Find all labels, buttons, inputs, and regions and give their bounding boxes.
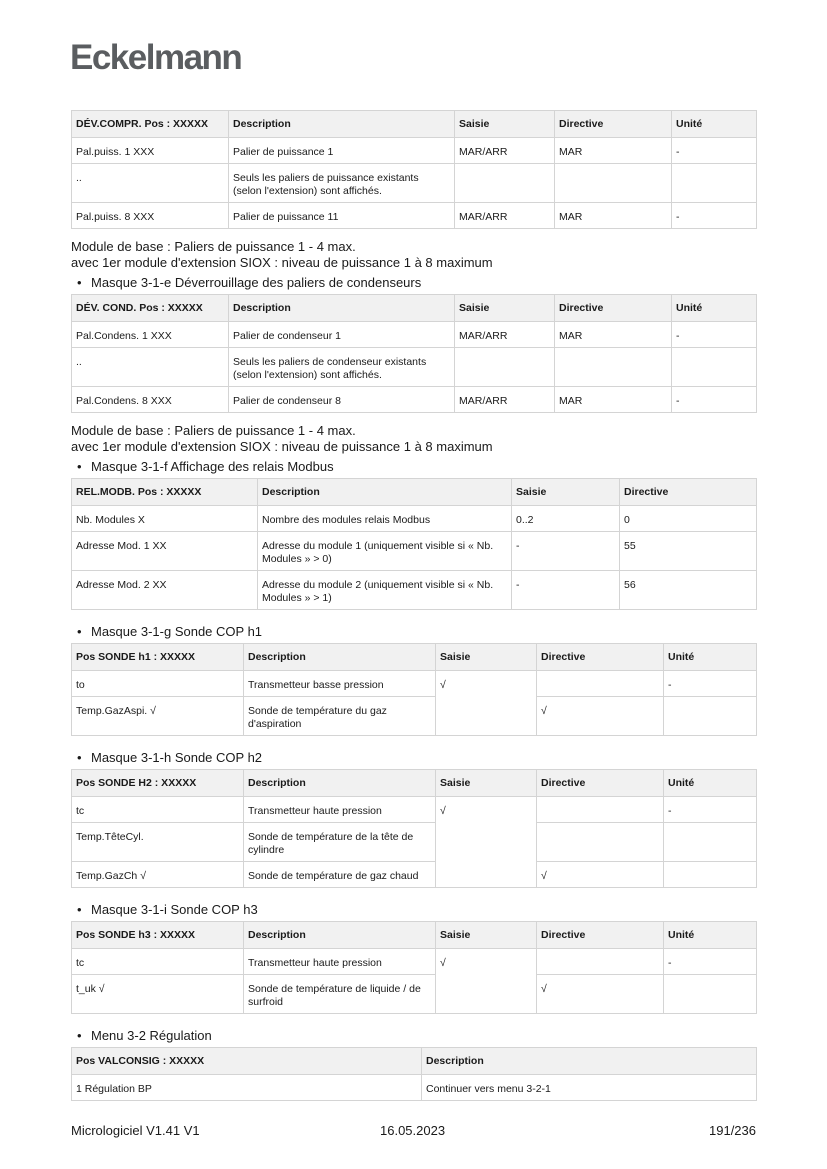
- table-row: [72, 164, 757, 203]
- section-heading: [77, 750, 756, 766]
- table-row: [72, 975, 757, 1014]
- cell: MAR/ARR: [455, 138, 555, 164]
- table-header: [72, 922, 757, 949]
- section-title: Masque 3-1-g Sonde COP h1: [91, 624, 263, 639]
- cell: Continuer vers menu 3-2-1: [422, 1075, 757, 1101]
- cell: Pal.puiss. 8 XXX: [72, 203, 229, 229]
- cell: [537, 949, 664, 975]
- cell: [555, 348, 672, 387]
- header-cell: Saisie: [455, 295, 555, 322]
- header-cell: DÉV. COND. Pos : XXXXX: [72, 295, 229, 322]
- cell: Sonde de température de liquide / de surfroid: [244, 975, 436, 1014]
- cell: [436, 975, 537, 1014]
- note-line: avec 1er module d'extension SIOX : niveau de puissance 1 à 8 maximum: [71, 439, 493, 454]
- cell: Palier de puissance 1: [229, 138, 455, 164]
- table-header: [72, 1048, 757, 1075]
- table-row: [72, 532, 757, 571]
- table-header: [72, 111, 757, 138]
- note-paragraph: [71, 239, 756, 271]
- cell: √: [436, 671, 537, 697]
- cell: √: [436, 797, 537, 823]
- cell: Nombre des modules relais Modbus: [258, 506, 512, 532]
- cell: Pal.Condens. 1 XXX: [72, 322, 229, 348]
- table-rel-modb: [71, 478, 757, 610]
- table-dev-compr: [71, 110, 757, 229]
- table-row: [72, 671, 757, 697]
- table-header: [72, 295, 757, 322]
- table-dev-cond: [71, 294, 757, 413]
- cell: Pal.puiss. 1 XXX: [72, 138, 229, 164]
- bullet-icon: •: [77, 750, 82, 765]
- cell: -: [512, 532, 620, 571]
- table-row: [72, 1075, 757, 1101]
- cell: Pal.Condens. 8 XXX: [72, 387, 229, 413]
- table-header: [72, 770, 757, 797]
- footer-page-number: 191/236: [709, 1123, 756, 1138]
- header-cell: Saisie: [455, 111, 555, 138]
- note-line: avec 1er module d'extension SIOX : niveau de puissance 1 à 8 maximum: [71, 255, 493, 270]
- table-header: [72, 644, 757, 671]
- cell: √: [436, 949, 537, 975]
- cell: Seuls les paliers de condenseur existants (selon l'extension) sont affichés.: [229, 348, 455, 387]
- table-row: [72, 697, 757, 736]
- cell: Nb. Modules X: [72, 506, 258, 532]
- header-cell: Pos SONDE H2 : XXXXX: [72, 770, 244, 797]
- cell: [537, 797, 664, 823]
- cell: 0: [620, 506, 757, 532]
- header-cell: Saisie: [436, 922, 537, 949]
- table-row: [72, 949, 757, 975]
- cell: Temp.GazAspi. √: [72, 697, 244, 736]
- cell: [664, 862, 757, 888]
- cell: Sonde de température du gaz d'aspiration: [244, 697, 436, 736]
- header-cell: Description: [229, 111, 455, 138]
- cell: MAR/ARR: [455, 387, 555, 413]
- cell: Palier de condenseur 1: [229, 322, 455, 348]
- cell: [455, 348, 555, 387]
- bullet-icon: •: [77, 459, 82, 474]
- cell: -: [672, 387, 757, 413]
- header-cell: Unité: [672, 111, 757, 138]
- table-valconsig: [71, 1047, 757, 1101]
- footer-date: 16.05.2023: [380, 1123, 446, 1138]
- header-cell: Pos VALCONSIG : XXXXX: [72, 1048, 422, 1075]
- section-heading: [77, 624, 756, 640]
- cell: √: [537, 697, 664, 736]
- table-sonde-h1: [71, 643, 757, 736]
- section-title: Masque 3-1-e Déverrouillage des paliers de condenseurs: [91, 275, 422, 290]
- cell: 56: [620, 571, 757, 610]
- header-cell: Unité: [664, 644, 757, 671]
- header-cell: Description: [229, 295, 455, 322]
- cell: 1 Régulation BP: [72, 1075, 422, 1101]
- cell: -: [664, 797, 757, 823]
- bullet-icon: •: [77, 902, 82, 917]
- cell: 55: [620, 532, 757, 571]
- cell: [537, 823, 664, 862]
- header-cell: Directive: [555, 295, 672, 322]
- cell: t_uk √: [72, 975, 244, 1014]
- cell: MAR: [555, 322, 672, 348]
- cell: ..: [72, 164, 229, 203]
- cell: MAR: [555, 138, 672, 164]
- cell: Adresse du module 1 (uniquement visible si « Nb. Modules » > 0): [258, 532, 512, 571]
- page-footer: [71, 1123, 756, 1138]
- header-cell: Directive: [537, 644, 664, 671]
- section-title: Masque 3-1-i Sonde COP h3: [91, 902, 258, 917]
- cell: MAR: [555, 203, 672, 229]
- header-cell: Directive: [555, 111, 672, 138]
- cell: Palier de condenseur 8: [229, 387, 455, 413]
- cell: [436, 697, 537, 736]
- table-row: [72, 387, 757, 413]
- cell: MAR/ARR: [455, 203, 555, 229]
- page-content: [71, 110, 756, 1101]
- section-heading: [77, 1028, 756, 1044]
- header-cell: Description: [258, 479, 512, 506]
- header-cell: Saisie: [436, 644, 537, 671]
- cell: Seuls les paliers de puissance existants (selon l'extension) sont affichés.: [229, 164, 455, 203]
- section-heading: [77, 459, 756, 475]
- cell: -: [672, 203, 757, 229]
- cell: [672, 348, 757, 387]
- cell: -: [672, 138, 757, 164]
- header-cell: Saisie: [436, 770, 537, 797]
- cell: [436, 862, 537, 888]
- cell: Temp.GazCh √: [72, 862, 244, 888]
- header-cell: Unité: [664, 770, 757, 797]
- cell: tc: [72, 797, 244, 823]
- cell: [537, 671, 664, 697]
- cell: -: [664, 671, 757, 697]
- cell: [672, 164, 757, 203]
- cell: Palier de puissance 11: [229, 203, 455, 229]
- header-cell: Directive: [620, 479, 757, 506]
- bullet-icon: •: [77, 624, 82, 639]
- cell: Adresse Mod. 2 XX: [72, 571, 258, 610]
- header-cell: Directive: [537, 770, 664, 797]
- cell: 0..2: [512, 506, 620, 532]
- header-cell: REL.MODB. Pos : XXXXX: [72, 479, 258, 506]
- cell: ..: [72, 348, 229, 387]
- table-row: [72, 322, 757, 348]
- cell: √: [537, 975, 664, 1014]
- cell: [664, 697, 757, 736]
- header-cell: Description: [244, 644, 436, 671]
- bullet-icon: •: [77, 1028, 82, 1043]
- cell: -: [664, 949, 757, 975]
- section-heading: [77, 902, 756, 918]
- cell: [664, 823, 757, 862]
- header-cell: Unité: [672, 295, 757, 322]
- cell: -: [512, 571, 620, 610]
- table-row: [72, 138, 757, 164]
- note-paragraph: [71, 423, 756, 455]
- cell: Transmetteur haute pression: [244, 797, 436, 823]
- eckelmann-logo: Eckelmann: [70, 38, 242, 77]
- header-cell: Description: [244, 770, 436, 797]
- section-title: Menu 3-2 Régulation: [91, 1028, 212, 1043]
- header-cell: Pos SONDE h1 : XXXXX: [72, 644, 244, 671]
- cell: Adresse du module 2 (uniquement visible si « Nb. Modules » > 1): [258, 571, 512, 610]
- section-title: Masque 3-1-f Affichage des relais Modbus: [91, 459, 334, 474]
- table-row: [72, 571, 757, 610]
- table-row: [72, 506, 757, 532]
- section-title: Masque 3-1-h Sonde COP h2: [91, 750, 263, 765]
- cell: Transmetteur haute pression: [244, 949, 436, 975]
- table-row: [72, 203, 757, 229]
- table-row: [72, 823, 757, 862]
- header-cell: Unité: [664, 922, 757, 949]
- table-row: [72, 797, 757, 823]
- table-row: [72, 862, 757, 888]
- note-line: Module de base : Paliers de puissance 1 - 4 max.: [71, 423, 356, 438]
- cell: MAR: [555, 387, 672, 413]
- cell: √: [537, 862, 664, 888]
- table-sonde-h3: [71, 921, 757, 1014]
- cell: tc: [72, 949, 244, 975]
- header-cell: Pos SONDE h3 : XXXXX: [72, 922, 244, 949]
- cell: Sonde de température de gaz chaud: [244, 862, 436, 888]
- header-cell: DÉV.COMPR. Pos : XXXXX: [72, 111, 229, 138]
- note-line: Module de base : Paliers de puissance 1 - 4 max.: [71, 239, 356, 254]
- header-cell: Description: [244, 922, 436, 949]
- header-cell: Saisie: [512, 479, 620, 506]
- cell: Adresse Mod. 1 XX: [72, 532, 258, 571]
- cell: [664, 975, 757, 1014]
- cell: to: [72, 671, 244, 697]
- cell: [455, 164, 555, 203]
- cell: Transmetteur basse pression: [244, 671, 436, 697]
- section-heading: [77, 275, 756, 291]
- bullet-icon: •: [77, 275, 82, 290]
- footer-firmware: Micrologiciel V1.41 V1: [71, 1123, 200, 1138]
- cell: [555, 164, 672, 203]
- table-header: [72, 479, 757, 506]
- header-cell: Directive: [537, 922, 664, 949]
- cell: -: [672, 322, 757, 348]
- table-row: [72, 348, 757, 387]
- cell: Temp.TêteCyl.: [72, 823, 244, 862]
- cell: MAR/ARR: [455, 322, 555, 348]
- cell: Sonde de température de la tête de cylindre: [244, 823, 436, 862]
- cell: [436, 823, 537, 862]
- header-cell: Description: [422, 1048, 757, 1075]
- table-sonde-h2: [71, 769, 757, 888]
